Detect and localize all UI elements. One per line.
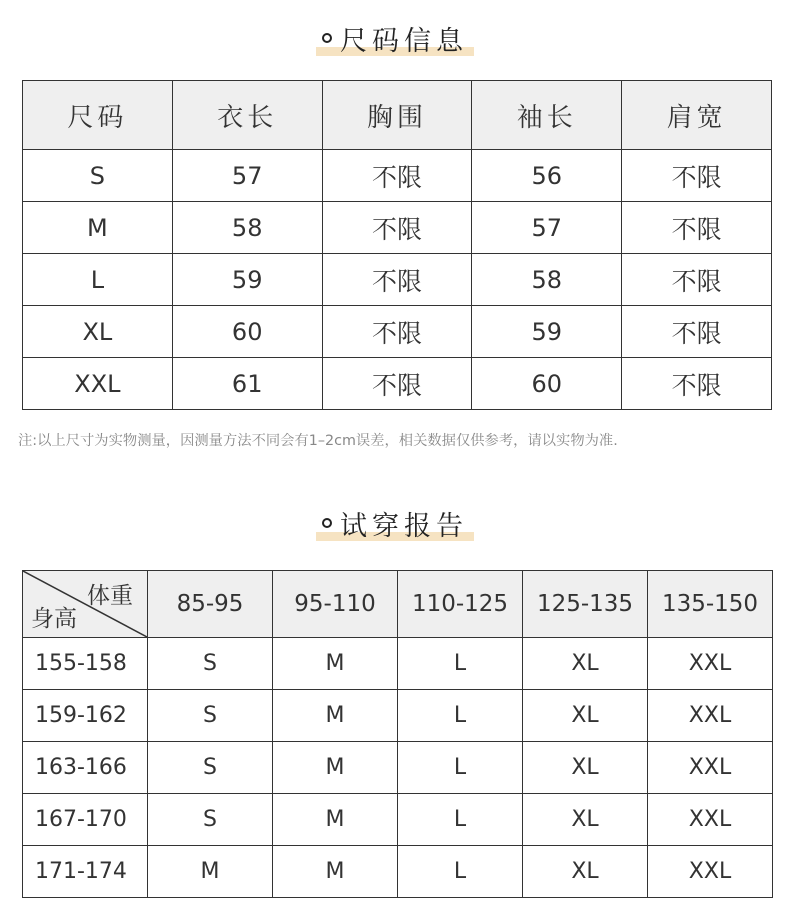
cell-length: 58 <box>172 202 322 254</box>
cell-sleeve: 58 <box>472 254 622 306</box>
size-cell: L <box>398 794 523 846</box>
cell-size: XL <box>23 306 173 358</box>
weight-header: 85-95 <box>148 571 273 638</box>
circle-bullet-icon <box>322 518 332 528</box>
cell-chest: 不限 <box>322 202 472 254</box>
table-row <box>23 150 772 202</box>
fit-table-header-row <box>23 571 773 638</box>
fit-report-title-text: 试穿报告 <box>340 510 468 542</box>
table-row <box>23 306 772 358</box>
size-cell: XXL <box>648 846 773 898</box>
size-cell: XL <box>523 846 648 898</box>
header-shoulder: 肩宽 <box>622 81 772 150</box>
corner-weight-label: 体重 <box>87 583 133 609</box>
size-cell: S <box>148 742 273 794</box>
header-sleeve: 袖长 <box>472 81 622 150</box>
cell-size: L <box>23 254 173 306</box>
table-row <box>23 742 773 794</box>
size-cell: M <box>273 742 398 794</box>
table-row <box>23 254 772 306</box>
table-row <box>23 202 772 254</box>
size-cell: M <box>273 690 398 742</box>
table-row <box>23 690 773 742</box>
size-cell: M <box>273 846 398 898</box>
cell-shoulder: 不限 <box>622 358 772 410</box>
cell-chest: 不限 <box>322 306 472 358</box>
size-cell: S <box>148 794 273 846</box>
cell-length: 59 <box>172 254 322 306</box>
table-row <box>23 794 773 846</box>
cell-sleeve: 60 <box>472 358 622 410</box>
cell-length: 57 <box>172 150 322 202</box>
size-info-title-text: 尺码信息 <box>340 25 468 57</box>
size-cell: XXL <box>648 690 773 742</box>
cell-shoulder: 不限 <box>622 150 772 202</box>
size-cell: L <box>398 846 523 898</box>
size-cell: XXL <box>648 742 773 794</box>
cell-shoulder: 不限 <box>622 202 772 254</box>
size-info-title <box>0 18 790 58</box>
fit-report-title <box>0 503 790 543</box>
table-row <box>23 638 773 690</box>
size-cell: XL <box>523 794 648 846</box>
cell-chest: 不限 <box>322 254 472 306</box>
cell-length: 61 <box>172 358 322 410</box>
size-cell: XXL <box>648 794 773 846</box>
cell-shoulder: 不限 <box>622 254 772 306</box>
header-chest: 胸围 <box>322 81 472 150</box>
measurement-note: 注:以上尺寸为实物测量，因测量方法不同会有1–2cm误差，相关数据仅供参考，请以实物为准. <box>18 433 618 449</box>
size-cell: S <box>148 638 273 690</box>
corner-height-label: 身高 <box>31 606 77 632</box>
cell-sleeve: 57 <box>472 202 622 254</box>
weight-header: 125-135 <box>523 571 648 638</box>
header-length: 衣长 <box>172 81 322 150</box>
size-cell: M <box>273 638 398 690</box>
cell-sleeve: 56 <box>472 150 622 202</box>
size-cell: L <box>398 690 523 742</box>
size-cell: XL <box>523 690 648 742</box>
size-table <box>22 80 772 410</box>
height-cell: 171-174 <box>23 846 148 898</box>
cell-chest: 不限 <box>322 150 472 202</box>
size-cell: L <box>398 638 523 690</box>
height-cell: 155-158 <box>23 638 148 690</box>
size-table-header-row <box>23 81 772 150</box>
weight-header: 135-150 <box>648 571 773 638</box>
cell-size: XXL <box>23 358 173 410</box>
cell-sleeve: 59 <box>472 306 622 358</box>
cell-shoulder: 不限 <box>622 306 772 358</box>
height-cell: 159-162 <box>23 690 148 742</box>
size-cell: S <box>148 690 273 742</box>
size-cell: M <box>148 846 273 898</box>
circle-bullet-icon <box>322 33 332 43</box>
cell-length: 60 <box>172 306 322 358</box>
corner-header <box>23 571 148 638</box>
height-cell: 167-170 <box>23 794 148 846</box>
size-cell: XXL <box>648 638 773 690</box>
cell-size: M <box>23 202 173 254</box>
height-cell: 163-166 <box>23 742 148 794</box>
weight-header: 110-125 <box>398 571 523 638</box>
size-cell: M <box>273 794 398 846</box>
table-row <box>23 358 772 410</box>
cell-chest: 不限 <box>322 358 472 410</box>
weight-header: 95-110 <box>273 571 398 638</box>
size-cell: XL <box>523 638 648 690</box>
table-row <box>23 846 773 898</box>
cell-size: S <box>23 150 173 202</box>
size-cell: XL <box>523 742 648 794</box>
fit-table <box>22 570 773 898</box>
size-cell: L <box>398 742 523 794</box>
header-size: 尺码 <box>23 81 173 150</box>
